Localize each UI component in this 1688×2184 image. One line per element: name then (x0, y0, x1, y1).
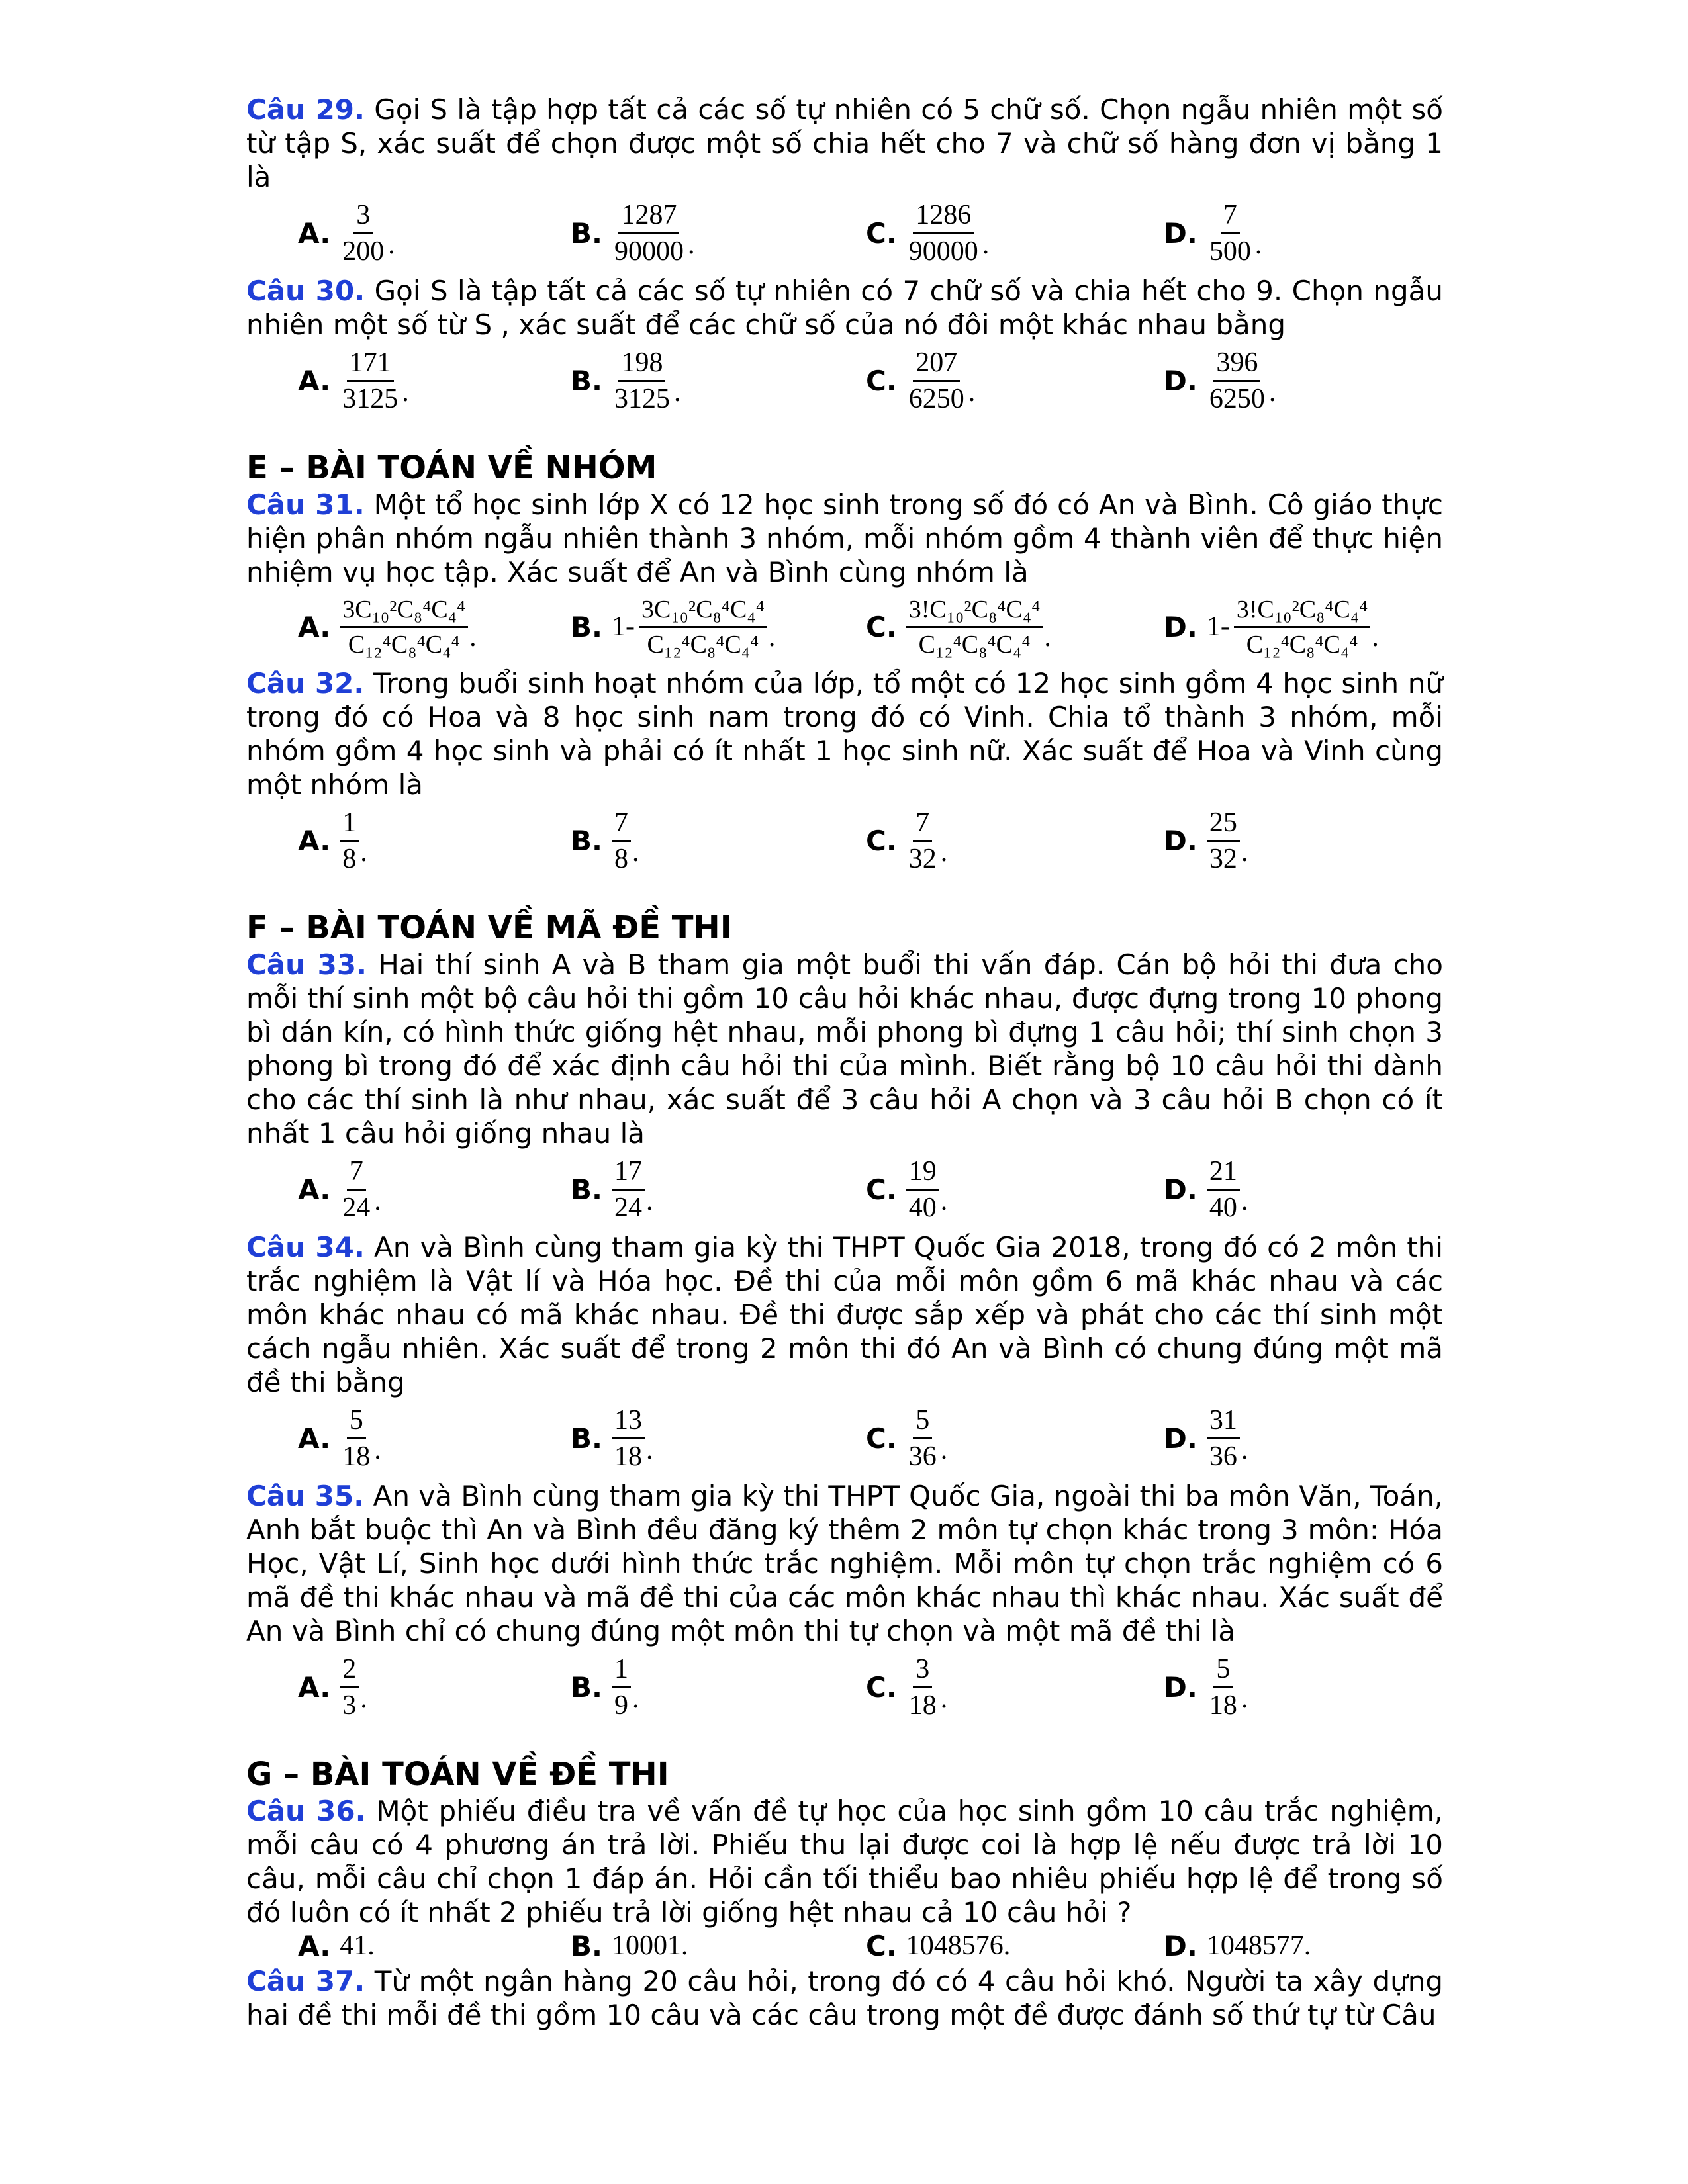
option-d[interactable]: D. $\frac{7}{500}$ . (1164, 200, 1262, 267)
question-text: Gọi S là tập tất cả các số tự nhiên có 7 chữ số và chia hết cho 9. Chọn ngẫu nhiên một số từ S , xác suất để các chữ số của nó đôi một khác nhau bằng (246, 275, 1444, 341)
option-b[interactable]: B. $\frac{1}{9}$ . (571, 1654, 639, 1721)
option-c[interactable]: C. $\frac{207}{6250}$ . (866, 347, 976, 414)
option-a[interactable]: A. $\frac{7}{24}$ . (298, 1156, 381, 1223)
question-text: An và Bình cùng tham gia kỳ thi THPT Quốc Gia, ngoài thi ba môn Văn, Toán, Anh bắt buộc thì An và Bình đều đăng ký thêm 2 môn tự chọn khác trong 3 môn: Hóa Học, Vật Lí, Sinh học dưới hình thức trắc nghiệm. Mỗi môn tự chọn trắc nghiệm có 6 mã đề thi khác nhau và mã đề thi của các môn khác nhau thì khác nhau. Xác suất để An và Bình chỉ có chung đúng một môn thi tự chọn và một mã đề thi là (246, 1480, 1443, 1647)
question-label: Câu 29. (246, 93, 365, 126)
option-d[interactable]: D. $\frac{396}{6250}$ . (1164, 347, 1276, 414)
section-heading-f: F – BÀI TOÁN VỀ MÃ ĐỀ THI (246, 909, 732, 946)
question-label: Câu 37. (246, 1965, 365, 1997)
option-b[interactable]: B. $\frac{7}{8}$ . (571, 807, 639, 874)
option-d[interactable]: D. 1- $\frac{\text{3!C₁₀²C₈⁴C₄⁴}}{\text{C₁₂⁴C₈⁴C₄⁴}}$ . (1164, 596, 1379, 659)
section-heading-g: G – BÀI TOÁN VỀ ĐỀ THI (246, 1756, 669, 1793)
question-37 (246, 1964, 1443, 2032)
option-d[interactable]: D. $\frac{21}{40}$ . (1164, 1156, 1248, 1223)
answer-options (246, 1406, 1443, 1471)
option-c[interactable]: C. $\frac{3}{18}$ . (866, 1654, 948, 1721)
question-label: Câu 30. (246, 275, 365, 307)
question-text: Từ một ngân hàng 20 câu hỏi, trong đó có 4 câu hỏi khó. Người ta xây dựng hai đề thi mỗi đề thi gồm 10 câu và các câu trong một đề được đánh số thứ tự từ Câu (246, 1965, 1443, 2031)
option-d[interactable]: D. $\frac{31}{36}$ . (1164, 1405, 1248, 1472)
question-33 (246, 948, 1443, 1222)
question-text: Một tổ học sinh lớp X có 12 học sinh trong số đó có An và Bình. Cô giáo thực hiện phân nhóm ngẫu nhiên thành 3 nhóm, mỗi nhóm gồm 4 thành viên để thực hiện nhiệm vụ học tập. Xác suất để An và Bình cùng nhóm là (246, 488, 1443, 588)
option-c[interactable]: C. $\frac{5}{36}$ . (866, 1405, 948, 1472)
option-d[interactable]: D. $\frac{25}{32}$ . (1164, 807, 1248, 874)
question-label: Câu 36. (246, 1795, 366, 1827)
option-a[interactable]: A. $\frac{1}{8}$ . (298, 807, 367, 874)
answer-options (246, 201, 1443, 266)
question-29 (246, 93, 1443, 266)
option-b[interactable]: B. $\frac{1287}{90000}$ . (571, 200, 695, 267)
option-c[interactable]: C. $\frac{19}{40}$ . (866, 1156, 948, 1223)
document-page (246, 93, 1443, 2032)
option-a[interactable]: A. $\frac{5}{18}$ . (298, 1405, 381, 1472)
option-b[interactable]: B. $\frac{198}{3125}$ . (571, 347, 681, 414)
answer-options (246, 596, 1443, 659)
question-36 (246, 1794, 1443, 1963)
answer-options (246, 1157, 1443, 1222)
answer-options (246, 808, 1443, 874)
answer-options (246, 1655, 1443, 1720)
option-d[interactable]: D. $\frac{5}{18}$ . (1164, 1654, 1248, 1721)
answer-options (246, 1929, 1443, 1963)
question-label: Câu 33. (246, 948, 367, 981)
question-30 (246, 274, 1443, 414)
option-a[interactable]: A. 41. (298, 1930, 375, 1962)
option-d[interactable]: D. 1048577. (1164, 1930, 1311, 1962)
option-c[interactable]: C. $\frac{7}{32}$ . (866, 807, 948, 874)
option-b[interactable]: B. $\frac{13}{18}$ . (571, 1405, 653, 1472)
option-c[interactable]: C. $\frac{\text{3!C₁₀²C₈⁴C₄⁴}}{\text{C₁₂⁴C₈⁴C₄⁴}}$ . (866, 596, 1051, 659)
option-a[interactable]: A. $\frac{3}{200}$ . (298, 200, 395, 267)
question-text: Một phiếu điều tra về vấn đề tự học của học sinh gồm 10 câu trắc nghiệm, mỗi câu có 4 phương án trả lời. Phiếu thu lại được coi là hợp lệ nếu được trả lời 10 câu, mỗi câu chỉ chọn 1 đáp án. Hỏi cần tối thiểu bao nhiêu phiếu hợp lệ để trong số đó luôn có ít nhất 2 phiếu trả lời giống hệt nhau cả 10 câu hỏi ? (246, 1795, 1443, 1929)
question-32 (246, 666, 1443, 874)
question-text: Hai thí sinh A và B tham gia một buổi thi vấn đáp. Cán bộ hỏi thi đưa cho mỗi thí sinh một bộ câu hỏi thi gồm 10 câu hỏi khác nhau, được đựng trong 10 phong bì dán kín, có hình thức giống hệt nhau, mỗi phong bì đựng 1 câu hỏi; thí sinh chọn 3 phong bì trong đó để xác định câu hỏi thi của mình. Biết rằng bộ 10 câu hỏi thi dành cho các thí sinh là như nhau, xác suất để 3 câu hỏi A chọn và 3 câu hỏi B chọn có ít nhất 1 câu hỏi giống nhau là (246, 948, 1443, 1150)
question-text: Gọi S là tập hợp tất cả các số tự nhiên có 5 chữ số. Chọn ngẫu nhiên một số từ tập S, xác suất để chọn được một số chia hết cho 7 và chữ số hàng đơn vị bằng 1 là (246, 93, 1443, 193)
question-35 (246, 1479, 1443, 1720)
question-text: An và Bình cùng tham gia kỳ thi THPT Quốc Gia 2018, trong đó có 2 môn thi trắc nghiệm là Vật lí và Hóa học. Đề thi của mỗi môn gồm 6 mã khác nhau và các môn khác nhau có mã khác nhau. Đề thi được sắp xếp và phát cho các thí sinh một cách ngẫu nhiên. Xác suất để trong 2 môn thi đó An và Bình có chung đúng một mã đề thi bằng (246, 1231, 1444, 1398)
question-label: Câu 34. (246, 1231, 365, 1263)
answer-options (246, 348, 1443, 414)
question-label: Câu 31. (246, 488, 365, 521)
question-34 (246, 1230, 1443, 1471)
option-c[interactable]: C. $\frac{1286}{90000}$ . (866, 200, 990, 267)
option-a[interactable]: A. $\frac{2}{3}$ . (298, 1654, 367, 1721)
option-b[interactable]: B. 10001. (571, 1930, 688, 1962)
option-a[interactable]: A. $\frac{\text{3C₁₀²C₈⁴C₄⁴}}{\text{C₁₂⁴C₈⁴C₄⁴}}$ . (298, 596, 477, 659)
option-c[interactable]: C. 1048576. (866, 1930, 1011, 1962)
option-a[interactable]: A. $\frac{171}{3125}$ . (298, 347, 409, 414)
question-label: Câu 32. (246, 667, 365, 700)
question-label: Câu 35. (246, 1480, 365, 1512)
option-b[interactable]: B. 1- $\frac{\text{3C₁₀²C₈⁴C₄⁴}}{\text{C₁₂⁴C₈⁴C₄⁴}}$ . (571, 596, 776, 659)
option-b[interactable]: B. $\frac{17}{24}$ . (571, 1156, 653, 1223)
question-text: Trong buổi sinh hoạt nhóm của lớp, tổ một có 12 học sinh gồm 4 học sinh nữ trong đó có Hoa và 8 học sinh nam trong đó có Vinh. Chia tổ thành 3 nhóm, mỗi nhóm gồm 4 học sinh và phải có ít nhất 1 học sinh nữ. Xác suất để Hoa và Vinh cùng một nhóm là (246, 667, 1443, 801)
section-heading-e: E – BÀI TOÁN VỀ NHÓM (246, 449, 657, 486)
question-31 (246, 488, 1443, 659)
